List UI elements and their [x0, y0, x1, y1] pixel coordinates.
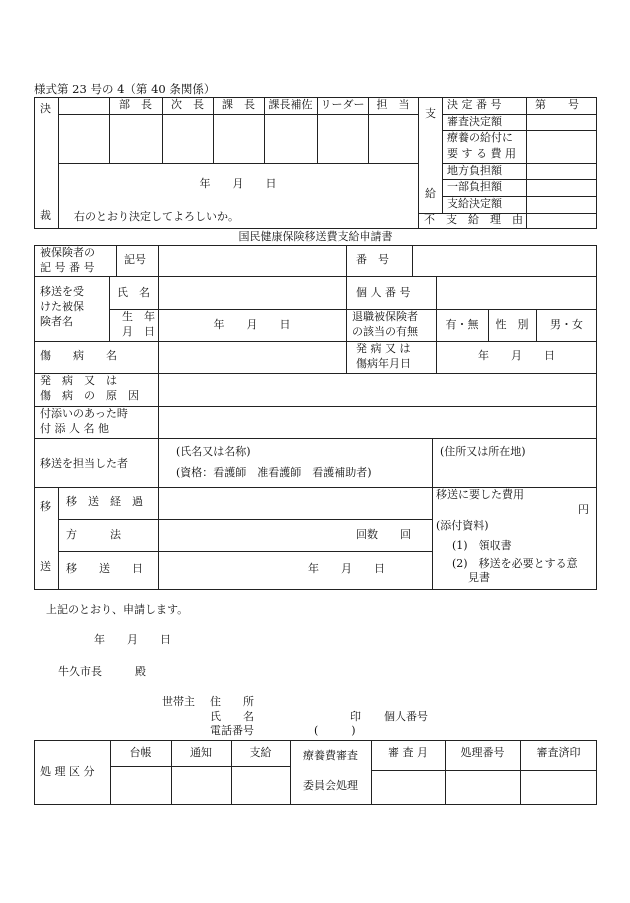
attachment-2: (2) 移送を必要とする意 [452, 557, 578, 570]
move-char-2: 送 [40, 560, 51, 573]
birth-label-2: 月 日 [122, 325, 155, 338]
col-processing-number: 処理番号 [460, 746, 505, 759]
col-reviewed-stamp: 審査済印 [536, 746, 581, 759]
col-payment: 支給 [249, 746, 272, 759]
form-number: 様式第 23 号の 4（第 40 条関係） [34, 82, 216, 96]
partial-burden-label: 一部負担額 [447, 180, 502, 193]
seal-mark: 印 [350, 710, 361, 723]
address-label: 住 所 [210, 695, 254, 708]
processing-label: 処 理 区 分 [40, 765, 95, 778]
medical-cost-label: 療養の給付に [447, 131, 513, 144]
attendant-label-2: 付 添 人 名 他 [40, 422, 109, 435]
insured-number-label-1: 被保険者の [40, 246, 95, 259]
committee-label-1: 療養費審査 [303, 749, 358, 762]
disease-label: 傷 病 名 [40, 349, 117, 362]
shikyu-char-1: 支 [425, 107, 436, 120]
mayor-address: 牛久市長 殿 [58, 665, 146, 678]
yen-unit: 円 [578, 503, 589, 516]
birth-date: 年 月 日 [213, 318, 291, 331]
method-label: 方 法 [66, 528, 121, 541]
name-label: 氏 名 [117, 286, 150, 299]
declaration-date: 年 月 日 [94, 633, 171, 646]
committee-label-2: 委員会処理 [303, 779, 358, 792]
carrier-address-label: (住所又は所在地) [440, 445, 526, 458]
personal-number-label: 個 人 番 号 [356, 286, 411, 299]
role-bucho: 部 長 [119, 98, 152, 111]
number-label: 番 号 [356, 253, 389, 266]
transport-date-label: 移 送 日 [66, 562, 143, 575]
transported-label-3: 険者名 [40, 315, 73, 328]
transport-date-value: 年 月 日 [308, 562, 385, 575]
householder-label: 世帯主 [162, 695, 195, 708]
role-tanto: 担 当 [376, 98, 410, 111]
shikyu-char-2: 給 [425, 187, 436, 200]
attachments-label: (添付資料) [436, 519, 489, 532]
cause-label-1: 発 病 又 は [40, 374, 117, 387]
decision-number-value: 第 号 [535, 98, 579, 111]
local-burden-label: 地方負担額 [447, 164, 502, 177]
birth-label-1: 生 年 [122, 310, 155, 323]
insured-number-label-2: 記 号 番 号 [40, 261, 95, 274]
carrier-qualification-label: (資格：看護師 准看護師 看護補助者) [176, 466, 372, 479]
onset-label-2: 傷病年月日 [356, 357, 411, 370]
medical-cost-label-2: 要 す る 費 用 [447, 147, 516, 160]
attachment-1: (1) 領収書 [452, 539, 512, 552]
name-label-decl: 氏 名 [210, 710, 254, 723]
transported-label-2: けた被保 [40, 300, 84, 313]
transported-label-1: 移送を受 [40, 285, 84, 298]
approval-note: 右のとおり決定してよろしいか。 [74, 210, 239, 223]
sex-options: 男・女 [550, 318, 583, 331]
approval-char-1: 決 [40, 102, 51, 115]
retired-label-1: 退職被保険者 [352, 310, 418, 323]
decision-number-label: 決 定 番 号 [447, 98, 502, 111]
attachment-2b: 見書 [468, 571, 490, 584]
approval-date: 年 月 日 [199, 177, 277, 190]
form-title: 国民健康保険移送費支給申請書 [238, 230, 393, 243]
transport-cost-label: 移送に要した費用 [436, 488, 524, 501]
move-char-1: 移 [40, 500, 51, 513]
retired-yesno: 有・無 [445, 318, 479, 331]
role-kacho: 課 長 [222, 98, 255, 111]
retired-label-2: の該当の有無 [352, 325, 418, 338]
role-kacho-hosa: 課長補佐 [268, 98, 313, 111]
role-leader: リーダー [320, 98, 365, 111]
declaration-text: 上記のとおり、申請します。 [46, 603, 189, 616]
times-label: 回数 回 [356, 528, 411, 541]
cause-label-2: 傷 病 の 原 因 [40, 389, 139, 402]
col-review-month: 審 査 月 [388, 746, 428, 759]
approval-char-2: 裁 [40, 209, 51, 222]
carrier-name-label: (氏名又は名称) [176, 445, 251, 458]
onset-label-1: 発 病 又 は [356, 342, 411, 355]
phone-label: 電話番号 [210, 724, 254, 737]
symbol-label: 記号 [124, 253, 146, 266]
carrier-label: 移送を担当した者 [40, 457, 128, 470]
onset-date: 年 月 日 [478, 349, 555, 362]
transport-process-label: 移 送 経 過 [66, 495, 143, 508]
personal-number-decl: 個人番号 [384, 710, 428, 723]
col-notice: 通知 [190, 746, 212, 759]
attendant-label-1: 付添いのあった時 [40, 407, 128, 420]
not-paid-reason-label: 不 支 給 理 由 [424, 213, 523, 226]
review-amount-label: 審査決定額 [447, 115, 502, 128]
sex-label: 性 別 [495, 318, 529, 331]
col-ledger: 台帳 [129, 746, 152, 759]
role-jicho: 次 長 [171, 98, 204, 111]
payment-amount-label: 支給決定額 [447, 197, 502, 210]
phone-paren: ( ) [314, 724, 356, 737]
